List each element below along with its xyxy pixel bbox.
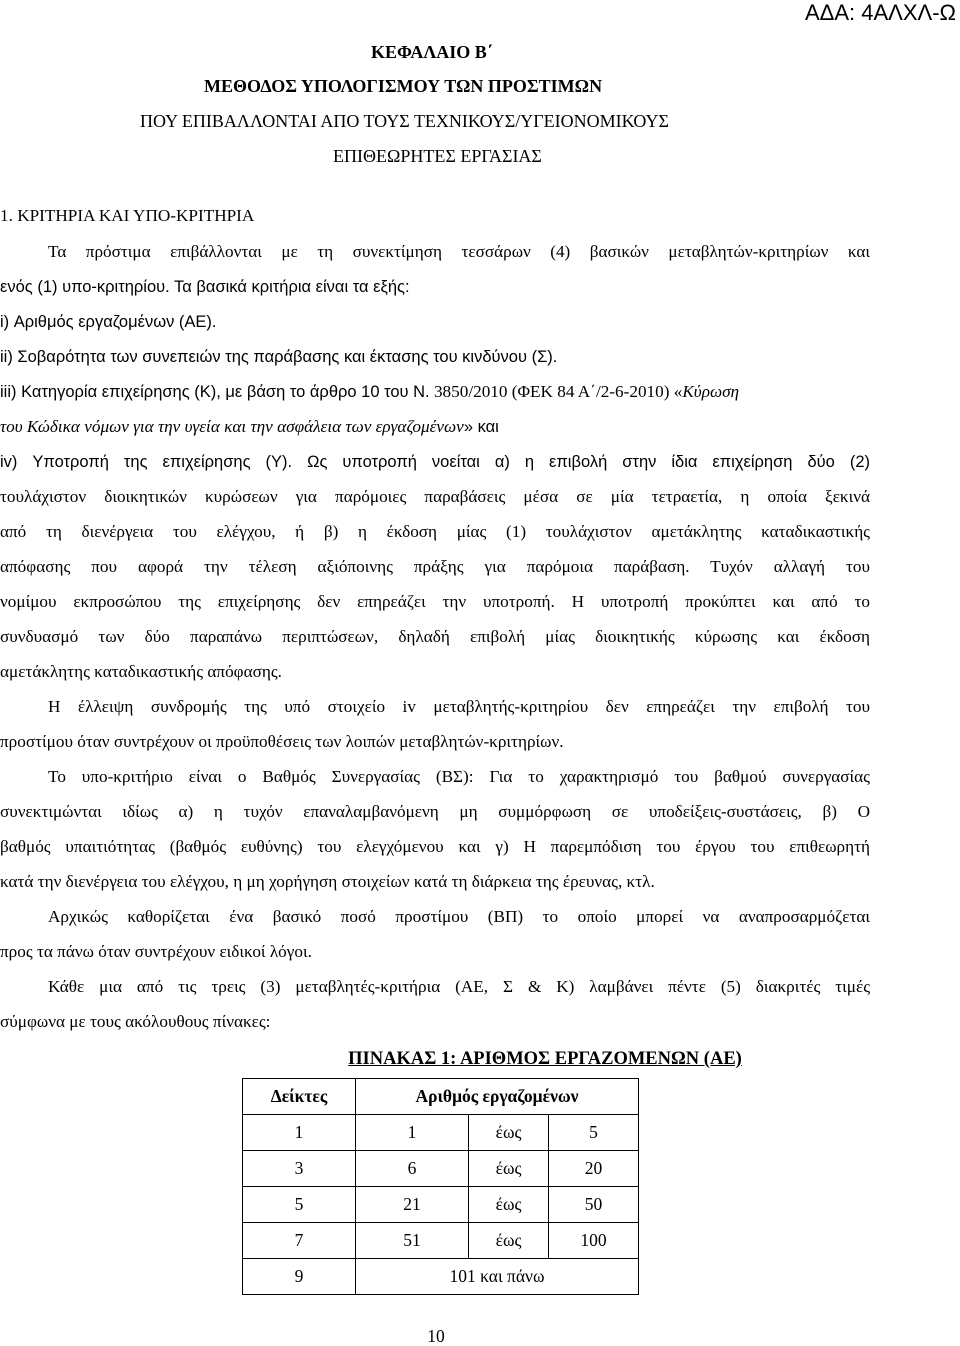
criterion-4-line1: iv) Υποτροπή της επιχείρησης (Υ). Ως υποτροπή νοείται α) η επιβολή στην ίδια επιχείρηση δύο (2) xyxy=(0,453,870,471)
table-row xyxy=(243,1259,639,1295)
table-row xyxy=(243,1223,639,1259)
header-count: Αριθμός εργαζομένων xyxy=(356,1079,639,1115)
header-index: Δείκτες xyxy=(243,1079,356,1115)
cell-index: 7 xyxy=(243,1223,356,1259)
cell-index: 9 xyxy=(243,1259,356,1295)
criterion-4-line5: νομίμου εκπροσώπου της επιχείρησης δεν επηρεάζει την υποτροπή. Η υποτροπή προκύπτει και από το xyxy=(0,592,870,611)
criterion-4-line2: τουλάχιστον διοικητικών κυρώσεων για παρόμοιες παραβάσεις μέσα σε μία τετραετία, η οποία ξεκινά xyxy=(0,487,870,506)
chapter-subtitle-3: ΕΠΙΘΕΩΡΗΤΕΣ ΕΡΓΑΣΙΑΣ xyxy=(333,146,542,166)
cell-from: 21 xyxy=(356,1187,469,1223)
para3-line4: κατά την διενέργεια του ελέγχου, η μη χορήγηση στοιχείων κατά τη διάρκεια της έρευνας, κτλ. xyxy=(0,872,655,891)
para5-line1: Κάθε μια από τις τρεις (3) μεταβλητές-κριτήρια (ΑΕ, Σ & Κ) λαμβάνει πέντε (5) διακριτές τιμές xyxy=(48,977,870,996)
criterion-4-line6: συνδυασμό των δύο παραπάνω περιπτώσεων, δηλαδή επιβολή μίας διοικητικής κύρωσης και έκδοση xyxy=(0,627,870,646)
criterion-3-line1 xyxy=(0,381,960,403)
employees-table xyxy=(242,1078,639,1295)
cell-from: 51 xyxy=(356,1223,469,1259)
criterion-4-line3: από τη διενέργεια του ελέγχου, ή β) η έκδοση μίας (1) τουλάχιστον αμετάκλητης καταδικαστικής xyxy=(0,522,870,541)
para3-line2: συνεκτιμώνται ιδίως α) η τυχόν επαναλαμβανόμενη μη συμμόρφωση σε υποδείξεις-συστάσεις, β) Ο xyxy=(0,802,870,821)
criterion-3-end: » και xyxy=(463,418,499,436)
table-row xyxy=(243,1151,639,1187)
table-header-row xyxy=(243,1079,639,1115)
criterion-3-law: 3850/2010 (ΦΕΚ 84 Α΄/2-6-2010) « xyxy=(429,382,683,401)
cell-sep: έως xyxy=(469,1187,549,1223)
para4-line2: προς τα πάνω όταν συντρέχουν ειδικοί λόγοι. xyxy=(0,942,312,961)
table-row xyxy=(243,1115,639,1151)
criterion-3-italic: Κύρωση xyxy=(682,382,740,401)
table-row xyxy=(243,1187,639,1223)
cell-to: 100 xyxy=(549,1223,639,1259)
page-number: 10 xyxy=(427,1326,445,1346)
cell-sep: έως xyxy=(469,1223,549,1259)
ada-code: ΑΔΑ: 4ΑΛΧΛ-Ω xyxy=(804,0,956,25)
para2-line2: προστίμου όταν συντρέχουν οι προϋποθέσεις των λοιπών μεταβλητών-κριτηρίων. xyxy=(0,732,564,751)
criterion-2: ii) Σοβαρότητα των συνεπειών της παράβασης και έκτασης του κινδύνου (Σ). xyxy=(0,348,558,366)
cell-to: 5 xyxy=(549,1115,639,1151)
criterion-3-code-title: του Κώδικα νόμων για την υγεία και την ασφάλεια των εργαζομένων xyxy=(0,417,464,436)
criterion-4-line7: αμετάκλητης καταδικαστικής απόφασης. xyxy=(0,662,282,681)
cell-to: 50 xyxy=(549,1187,639,1223)
criterion-4-line4: απόφασης που αφορά την τέλεση αξιόποινης πράξης για παρόμοια παράβαση. Τυχόν αλλαγή του xyxy=(0,557,870,576)
para5-line2: σύμφωνα με τους ακόλουθους πίνακες: xyxy=(0,1012,271,1031)
section-heading: 1. ΚΡΙΤΗΡΙΑ ΚΑΙ ΥΠΟ-ΚΡΙΤΗΡΙΑ xyxy=(0,206,255,225)
para3-line3: βαθμός υπαιτιότητας (βαθμός ευθύνης) του ελεγχόμενου και γ) Η παρεμπόδιση του έργου του επιθεωρητή xyxy=(0,837,870,856)
chapter-subtitle-2: ΠΟΥ ΕΠΙΒΑΛΛΟΝΤΑΙ ΑΠΟ ΤΟΥΣ ΤΕΧΝΙΚΟΥΣ/ΥΓΕΙΟΝΟΜΙΚΟΥΣ xyxy=(140,111,669,131)
cell-sep: έως xyxy=(469,1115,549,1151)
cell-index: 1 xyxy=(243,1115,356,1151)
cell-index: 5 xyxy=(243,1187,356,1223)
criterion-3-text: iii) Κατηγορία επιχείρησης (Κ), με βάση το άρθρο 10 του Ν. xyxy=(0,383,430,401)
cell-index: 3 xyxy=(243,1151,356,1187)
table-title: ΠΙΝΑΚΑΣ 1: ΑΡΙΘΜΟΣ ΕΡΓΑΖΟΜΕΝΩΝ (ΑΕ) xyxy=(348,1049,742,1069)
cell-to: 20 xyxy=(549,1151,639,1187)
cell-sep: έως xyxy=(469,1151,549,1187)
para2-line1: Η έλλειψη συνδρομής της υπό στοιχείο iv μεταβλητής-κριτηρίου δεν επηρεάζει την επιβολή του xyxy=(48,697,870,716)
para4-line1: Αρχικώς καθορίζεται ένα βασικό ποσό προστίμου (ΒΠ) το οποίο μπορεί να αναπροσαρμόζεται xyxy=(48,907,870,926)
chapter-subtitle-1: ΜΕΘΟΔΟΣ ΥΠΟΛΟΓΙΣΜΟΥ ΤΩΝ ΠΡΟΣΤΙΜΩΝ xyxy=(204,76,603,96)
chapter-title: ΚΕΦΑΛΑΙΟ Β΄ xyxy=(371,42,493,62)
para3-line1: Το υπο-κριτήριο είναι ο Βαθμός Συνεργασίας (ΒΣ): Για το χαρακτηρισμό του βαθμού συνεργασίας xyxy=(48,767,870,786)
cell-from: 6 xyxy=(356,1151,469,1187)
criterion-3-line2 xyxy=(0,416,960,438)
para1-line1: Τα πρόστιμα επιβάλλονται με τη συνεκτίμηση τεσσάρων (4) βασικών μεταβλητών-κριτηρίων και xyxy=(48,242,870,261)
cell-from: 1 xyxy=(356,1115,469,1151)
cell-merged: 101 και πάνω xyxy=(356,1259,639,1295)
para1-line2: ενός (1) υπο-κριτηρίου. Τα βασικά κριτήρια είναι τα εξής: xyxy=(0,278,410,296)
criterion-1: i) Αριθμός εργαζομένων (ΑΕ). xyxy=(0,313,217,331)
